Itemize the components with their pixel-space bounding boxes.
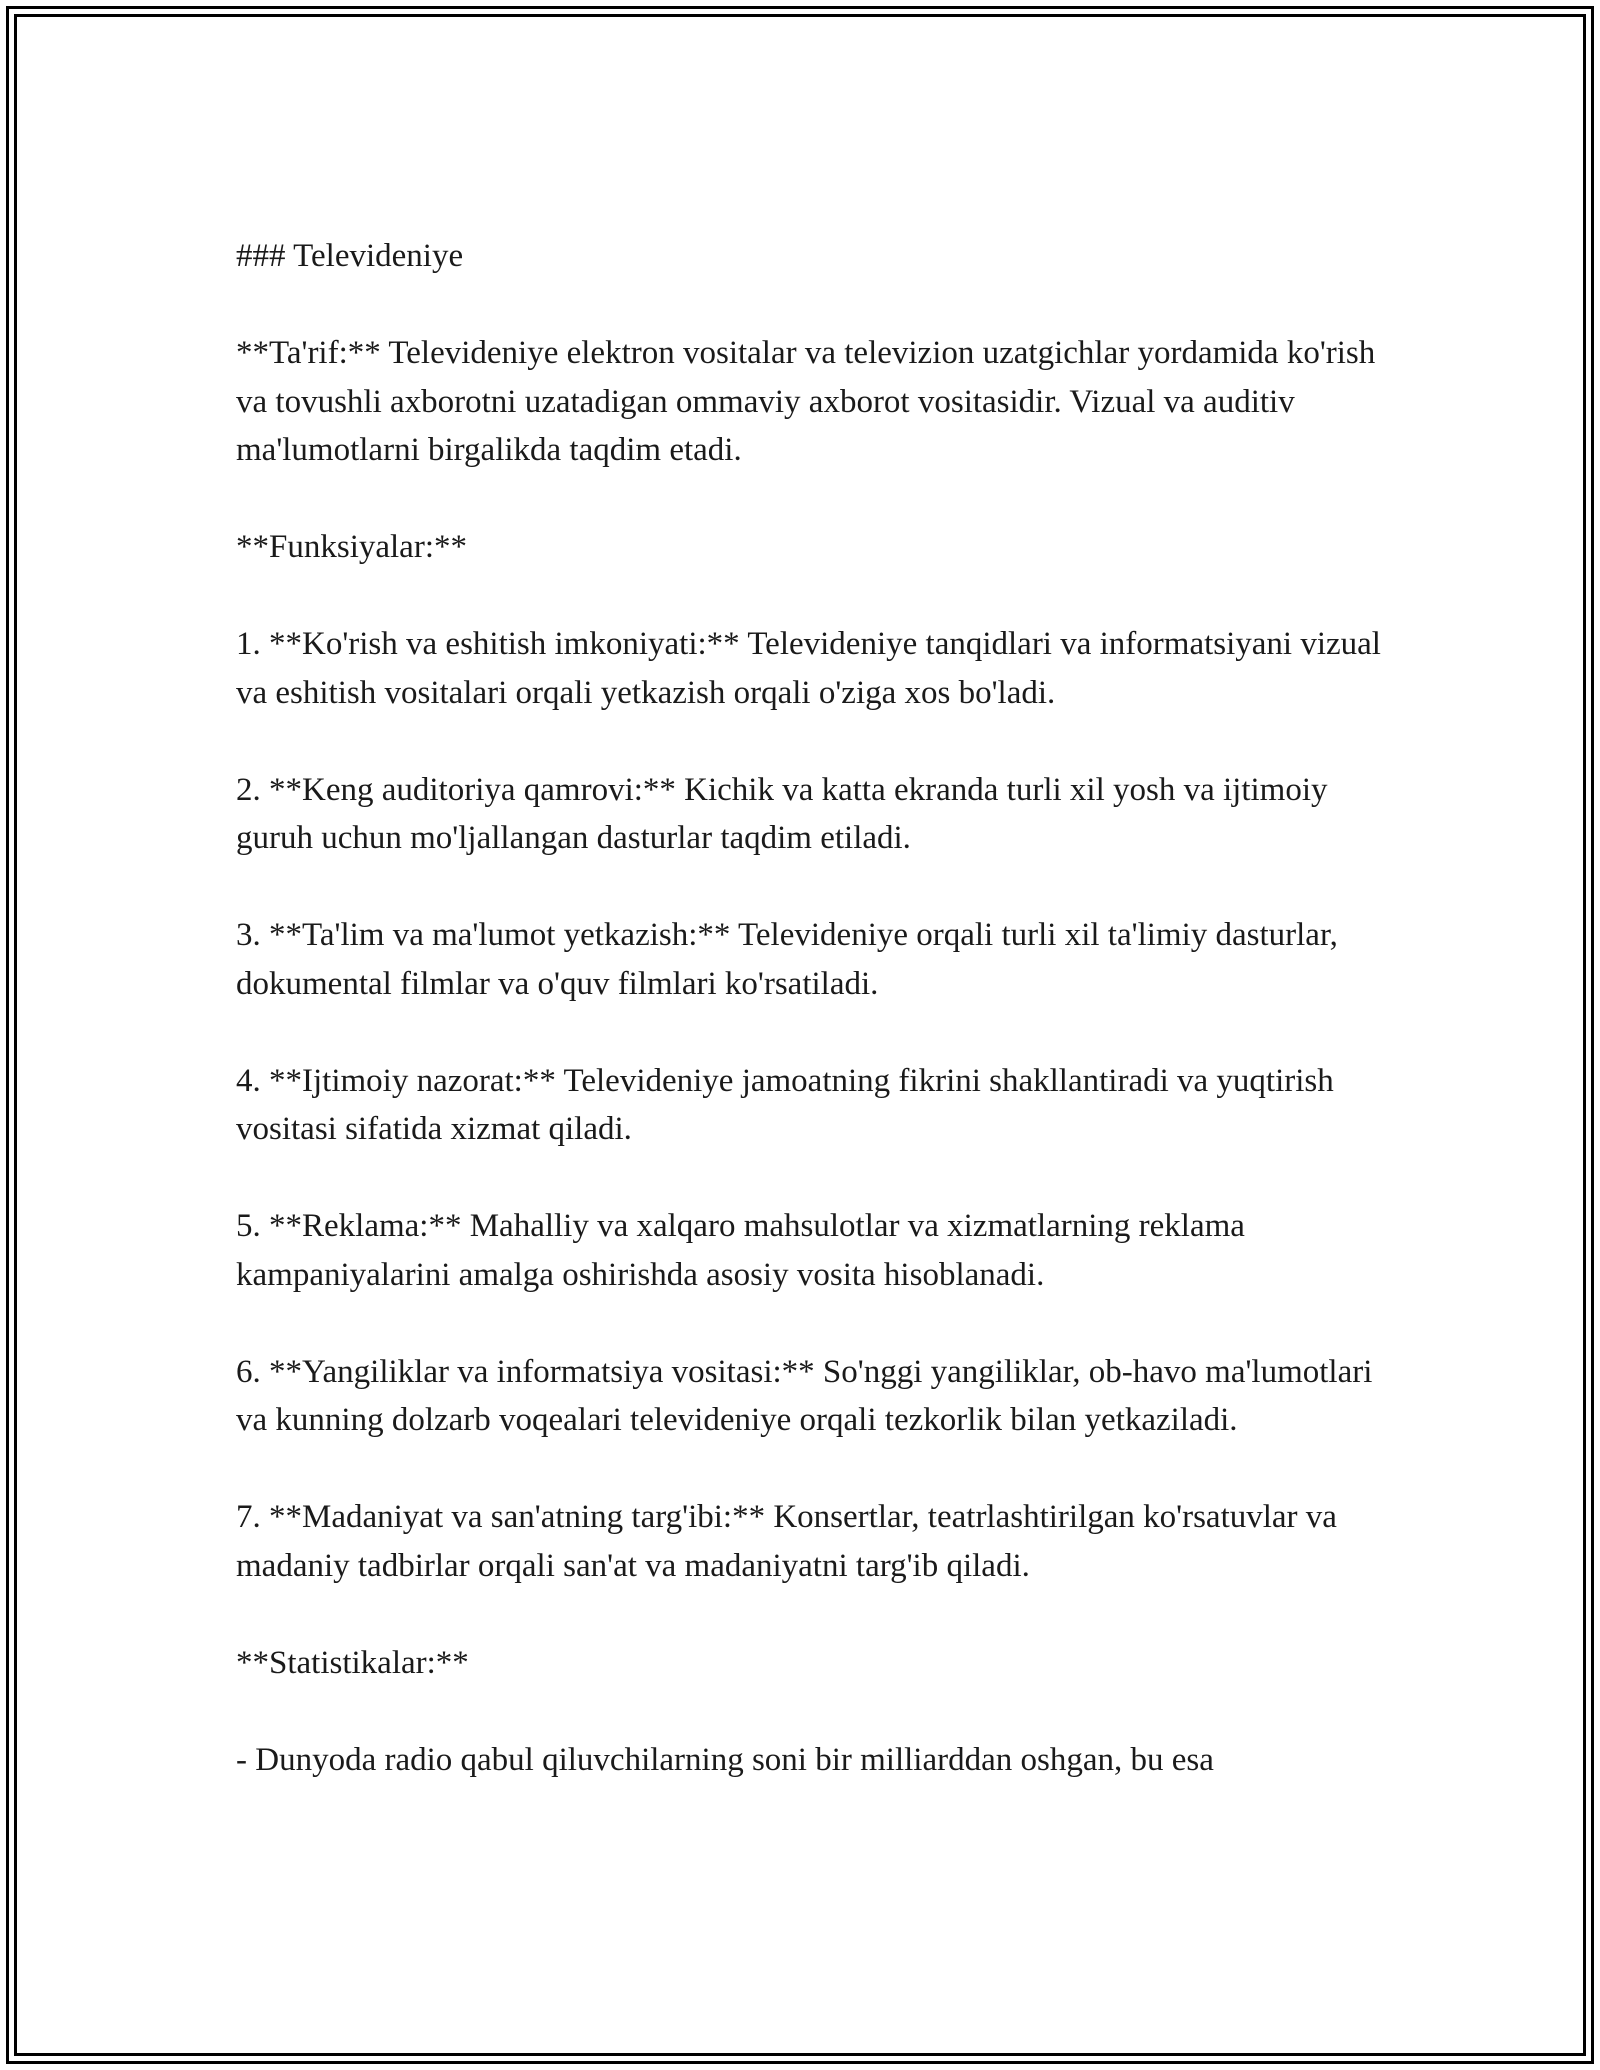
function-item-2: 2. **Keng auditoriya qamrovi:** Kichik va katta ekranda turli xil yosh va ijtimoiy guruh uchun mo'ljallangan dasturlar taqdim etiladi. <box>236 771 1328 856</box>
statistics-title: **Statistikalar:** <box>236 1644 469 1681</box>
statistics-item-1: - Dunyoda radio qabul qiluvchilarning soni bir milliarddan oshgan, bu esa <box>236 1741 1214 1778</box>
function-item-4: 4. **Ijtimoiy nazorat:** Televideniye jamoatning fikrini shakllantiradi va yuqtirish vositasi sifatida xizmat qiladi. <box>236 1062 1334 1147</box>
definition-paragraph: **Ta'rif:** Televideniye elektron vositalar va televizion uzatgichlar yordamida ko'rish va tovushli axborotni uzatadigan ommaviy axborot vositasidir. Vizual va auditiv ma'lumotlarni birgalikda taqdim etadi. <box>236 335 1376 468</box>
document-heading: ### Televideniye <box>236 238 464 274</box>
document-body <box>236 232 1386 1833</box>
function-item-1: 1. **Ko'rish va eshitish imkoniyati:** Televideniye tanqidlari va informatsiyani vizual va eshitish vositalari orqali yetkazish orqali o'ziga xos bo'ladi. <box>236 626 1381 711</box>
function-item-7: 7. **Madaniyat va san'atning targ'ibi:** Konsertlar, teatrlashtirilgan ko'rsatuvlar va madaniy tadbirlar orqali san'at va madaniyatni targ'ib qiladi. <box>236 1499 1337 1584</box>
functions-title: **Funksiyalar:** <box>236 529 467 565</box>
function-item-3: 3. **Ta'lim va ma'lumot yetkazish:** Televideniye orqali turli xil ta'limiy dasturlar, dokumental filmlar va o'quv filmlari ko'rsatiladi. <box>236 917 1338 1002</box>
function-item-6: 6. **Yangiliklar va informatsiya vositasi:** So'nggi yangiliklar, ob-havo ma'lumotlari va kunning dolzarb voqealari televideniye orqali tezkorlik bilan yetkaziladi. <box>236 1353 1373 1438</box>
function-item-5: 5. **Reklama:** Mahalliy va xalqaro mahsulotlar va xizmatlarning reklama kampaniyalarini amalga oshirishda asosiy vosita hisoblanadi. <box>236 1208 1245 1293</box>
